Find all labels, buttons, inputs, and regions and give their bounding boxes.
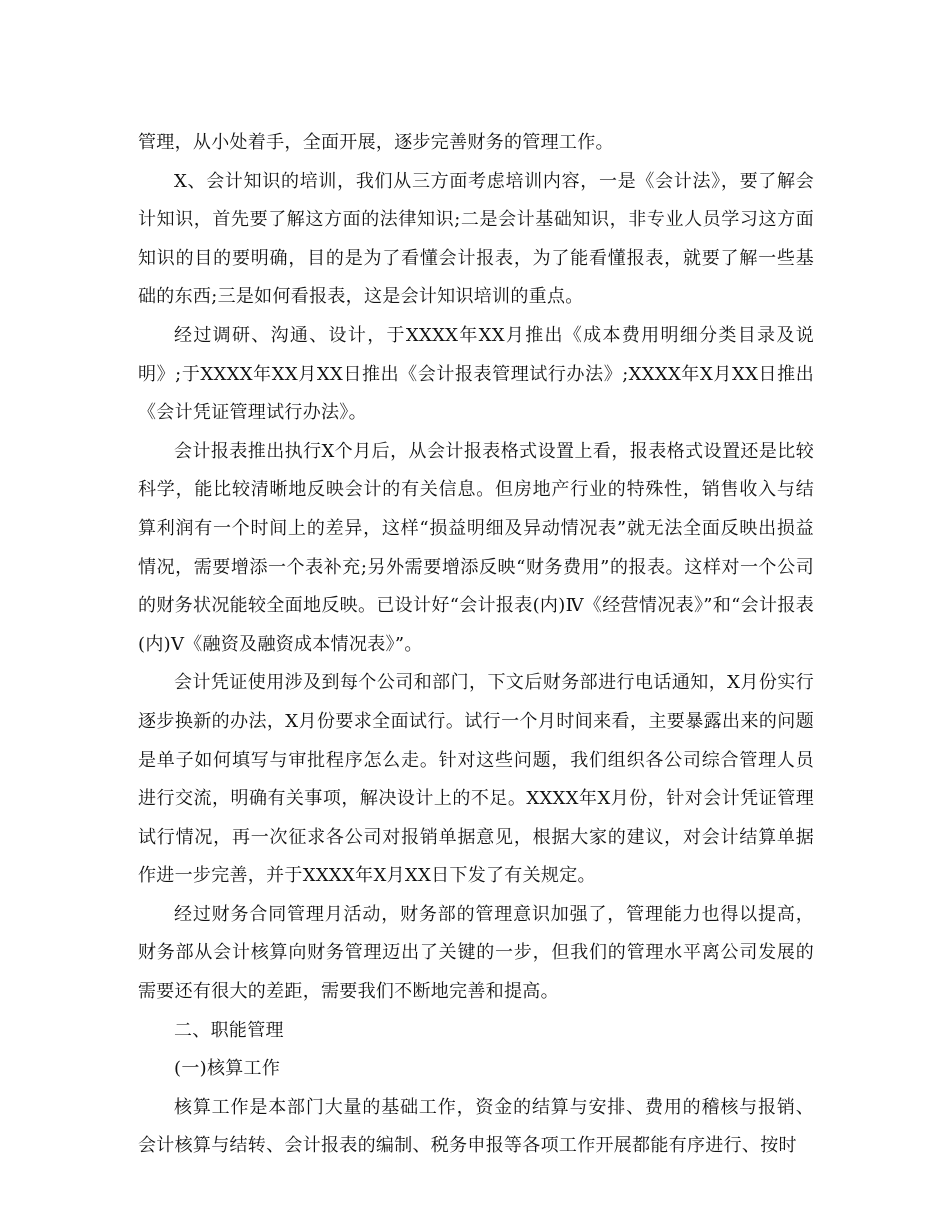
paragraph-continuation: 管理，从小处着手，全面开展，逐步完善财务的管理工作。	[138, 132, 614, 153]
document-body	[138, 124, 814, 1166]
subsection-heading-accounting-work: (一)核算工作	[174, 1058, 281, 1080]
paragraph-accounting-reports: 会计报表推出执行X个月后，从会计报表格式设置上看，报表格式设置还是比较科学，能比较清晰地反映会计的有关信息。但房地产行业的特殊性，销售收入与结算利润有一个时间上的差异，这样“损益明细及异动情况表”就无法全面反映出损益情况，需要增添一个表补充;另外需要增添反映“财务费用”的报表。这样对一个公司的财务状况能较全面地反映。已设计好“会计报表(内)Ⅳ《经营情况表》”和“会计报表(内)Ⅴ《融资及融资成本情况表》”。	[138, 440, 814, 655]
paragraph-accounting-work: 核算工作是本部门大量的基础工作，资金的结算与安排、费用的稽核与报销、会计核算与结转、会计报表的编制、税务申报等各项工作开展都能有序进行、按时	[138, 1096, 814, 1157]
paragraph-accounting-vouchers: 会计凭证使用涉及到每个公司和部门，下文后财务部进行电话通知，X月份实行逐步换新的办法，X月份要求全面试行。试行一个月时间来看，主要暴露出来的问题是单子如何填写与审批程序怎么走。针对这些问题，我们组织各公司综合管理人员进行交流，明确有关事项，解决设计上的不足。XXXX年X月份，针对会计凭证管理试行情况，再一次征求各公司对报销单据意见，根据大家的建议，对会计结算单据作进一步完善，并于XXXX年X月XX日下发了有关规定。	[138, 672, 814, 887]
paragraph-research-design: 经过调研、沟通、设计，于XXXX年XX月推出《成本费用明细分类目录及说明》;于XXXX年XX月XX日推出《会计报表管理试行办法》;XXXX年X月XX日推出《会计凭证管理试行办法》。	[138, 324, 814, 424]
paragraph-accounting-training: X、会计知识的培训，我们从三方面考虑培训内容，一是《会计法》，要了解会计知识，首先要了解这方面的法律知识;二是会计基础知识，非专业人员学习这方面知识的目的要明确，目的是为了看懂会计报表，为了能看懂报表，就要了解一些基础的东西;三是如何看报表，这是会计知识培训的重点。	[138, 170, 814, 308]
section-heading-functional-management: 二、职能管理	[174, 1019, 284, 1041]
paragraph-management-month: 经过财务合同管理月活动，财务部的管理意识加强了，管理能力也得以提高，财务部从会计核算向财务管理迈出了关键的一步，但我们的管理水平离公司发展的需要还有很大的差距，需要我们不断地完善和提高。	[138, 903, 814, 1003]
